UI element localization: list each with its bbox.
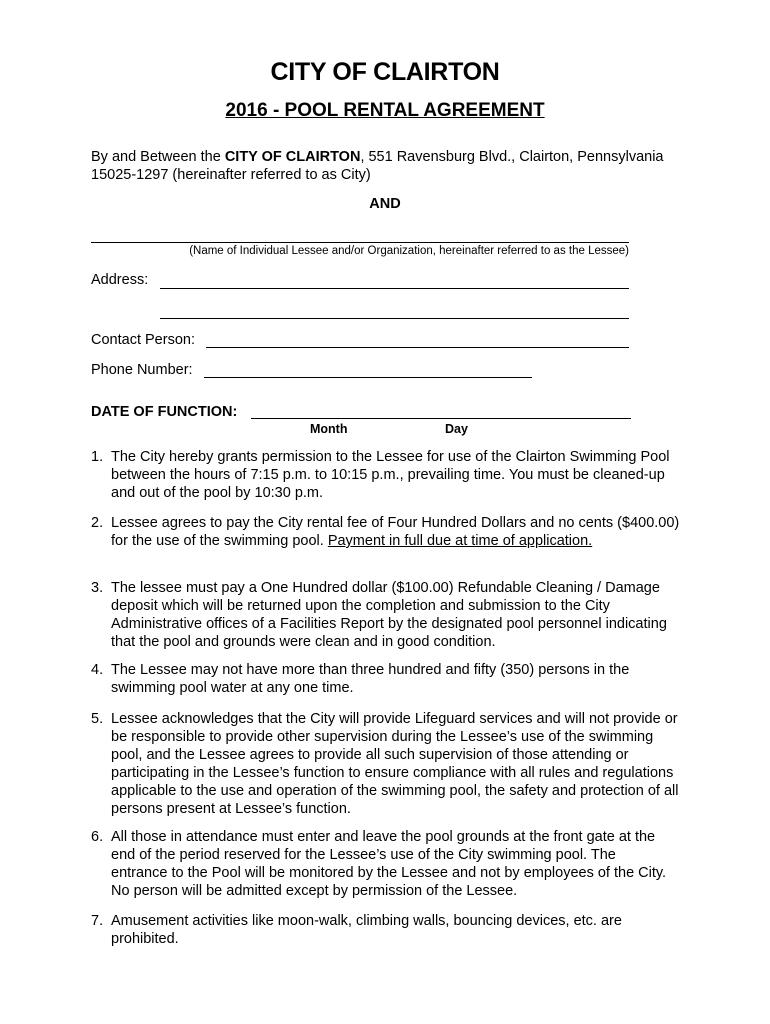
intro-suffix: , 551 Ravensburg Blvd., Clairton, Pennsylvania 15025-1297 (hereinafter referred to as City)	[91, 149, 664, 183]
contact-person-line[interactable]	[206, 347, 629, 348]
list-item	[91, 579, 691, 651]
item-text: The City hereby grants permission to the Lessee for use of the Clairton Swimming Pool between the hours of 7:15 p.m. to 10:15 p.m., prevailing time. You must be cleaned-up and out of the pool by 10:30 p.m.	[111, 449, 670, 501]
item-number: 1.	[91, 449, 104, 465]
item-number: 7.	[91, 913, 104, 929]
item-text: Lessee acknowledges that the City will provide Lifeguard services and will not provide or be responsible to provide other supervision during the Lessee’s use of the swimming pool, and the Lessee agrees to provide all such supervision of those attending or participating in the Lessee’s function to ensure compliance with all rules and regulations applicable to the use and operation of the swimming pool, the safety and protection of all persons present at Lessee’s function.	[111, 711, 679, 817]
address-line-1[interactable]	[160, 288, 629, 289]
list-item	[91, 661, 691, 697]
address-label: Address:	[91, 272, 149, 288]
month-label: Month	[310, 422, 348, 436]
and-label: AND	[369, 196, 401, 212]
item-number: 5.	[91, 711, 104, 727]
list-item	[91, 828, 671, 900]
item-text: The lessee must pay a One Hundred dollar ($100.00) Refundable Cleaning / Damage deposit which will be returned upon the completion and submission to the City Administrative offices of a Facilities Report by the designated pool personnel indicating that the pool and grounds were clean and in good condition.	[111, 580, 667, 650]
list-item	[91, 448, 691, 502]
contact-person-label: Contact Person:	[91, 332, 195, 348]
item-text-container	[111, 514, 691, 550]
item-number: 6.	[91, 829, 104, 845]
page-title: CITY OF CLAIRTON	[270, 58, 500, 86]
item-text: All those in attendance must enter and leave the pool grounds at the front gate at the end of the period reserved for the Lessee’s use of the City swimming pool. The entrance to the Pool will be monitored by the Lessee and not by employees of the City. No person will be admitted except by permission of the Lessee.	[111, 829, 667, 899]
phone-number-label: Phone Number:	[91, 362, 193, 378]
list-item	[91, 514, 691, 550]
item-text: Amusement activities like moon-walk, climbing walls, bouncing devices, etc. are prohibited.	[111, 913, 622, 947]
item-text: The Lessee may not have more than three hundred and fifty (350) persons in the swimming pool water at any one time.	[111, 662, 630, 696]
lessee-name-line[interactable]	[91, 242, 629, 243]
intro-city-name: CITY OF CLAIRTON	[224, 149, 361, 165]
intro-paragraph	[91, 148, 691, 184]
intro-prefix: By and Between the	[91, 149, 225, 165]
date-of-function-line[interactable]	[251, 418, 631, 419]
item-number: 2.	[91, 515, 104, 531]
item-text: Lessee agrees to pay the City rental fee of Four Hundred Dollars and no cents ($400.00) for the use of the swimming pool.	[111, 515, 680, 549]
date-of-function-label: DATE OF FUNCTION:	[91, 404, 238, 420]
lessee-caption: (Name of Individual Lessee and/or Organization, hereinafter referred to as the Lessee)	[189, 245, 629, 257]
address-line-2[interactable]	[160, 318, 629, 319]
day-label: Day	[445, 422, 468, 436]
payment-due-note: Payment in full due at time of application.	[327, 533, 593, 549]
list-item	[91, 710, 681, 818]
agreement-subtitle: 2016 - POOL RENTAL AGREEMENT	[225, 100, 545, 121]
list-item	[91, 912, 671, 948]
item-number: 3.	[91, 580, 104, 596]
phone-number-line[interactable]	[204, 377, 532, 378]
item-number: 4.	[91, 662, 104, 678]
